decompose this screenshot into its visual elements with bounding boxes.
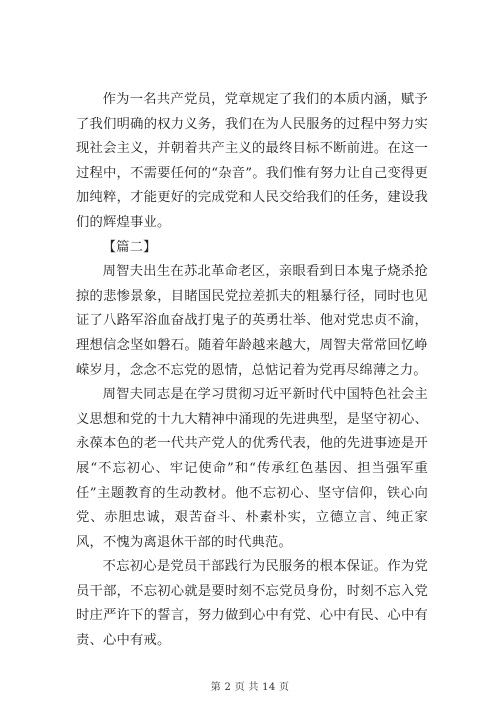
- section-heading-part-two: 【篇二】: [102, 239, 157, 255]
- paragraph-party-member-duty: 作为一名共产党员，党章规定了我们的本质内涵，赋予了我们明确的权力义务，我们在为人民服务的过程中努力实现社会主义，并朝着共产主义的最终目标不断前进。在这一过程中，不需要任何的“杂音”。我们惟有努力让自己变得更加纯粹，才能更好的完成党和人民交给我们的任务，建设我们的辉煌事业。: [76, 92, 428, 230]
- paragraph-zhou-zhifu-origin: 周智夫出生在苏北革命老区，亲眼看到日本鬼子烧杀抢掠的悲惨景象，目睹国民党拉差抓夫的粗暴行径，同时也见证了八路军浴血奋战打鬼子的英勇壮举、他对党忠贞不渝，理想信念坚如磐石。随着年龄越来越大，周智夫常常回忆峥嵘岁月，念念不忘党的恩情，总惦记着为党再尽绵薄之力。: [76, 264, 428, 378]
- page-number-footer: 第 2 页 共 14 页: [210, 682, 290, 693]
- paragraph-zhou-zhifu-model: 周智夫同志是在学习贯彻习近平新时代中国特色社会主义思想和党的十九大精神中涌现的先进典型，是坚守初心、永葆本色的老一代共产党人的优秀代表，他的先进事迹是开展“不忘初心、牢记使命”和“传承红色基因、担当强军重任”主题教育的生动教材。他不忘初心、坚守信仰，铁心向党、赤胆忠诚，艰苦奋斗、朴素朴实，立德立言、纯正家风，不愧为离退休干部的时代典范。: [76, 387, 428, 550]
- document-body: [76, 88, 428, 654]
- paragraph-original-aspiration: 不忘初心是党员干部践行为民服务的根本保证。作为党员干部，不忘初心就是要时刻不忘党员身份，时刻不忘入党时庄严许下的誓言，努力做到心中有党、心中有民、心中有责、心中有戒。: [76, 559, 428, 649]
